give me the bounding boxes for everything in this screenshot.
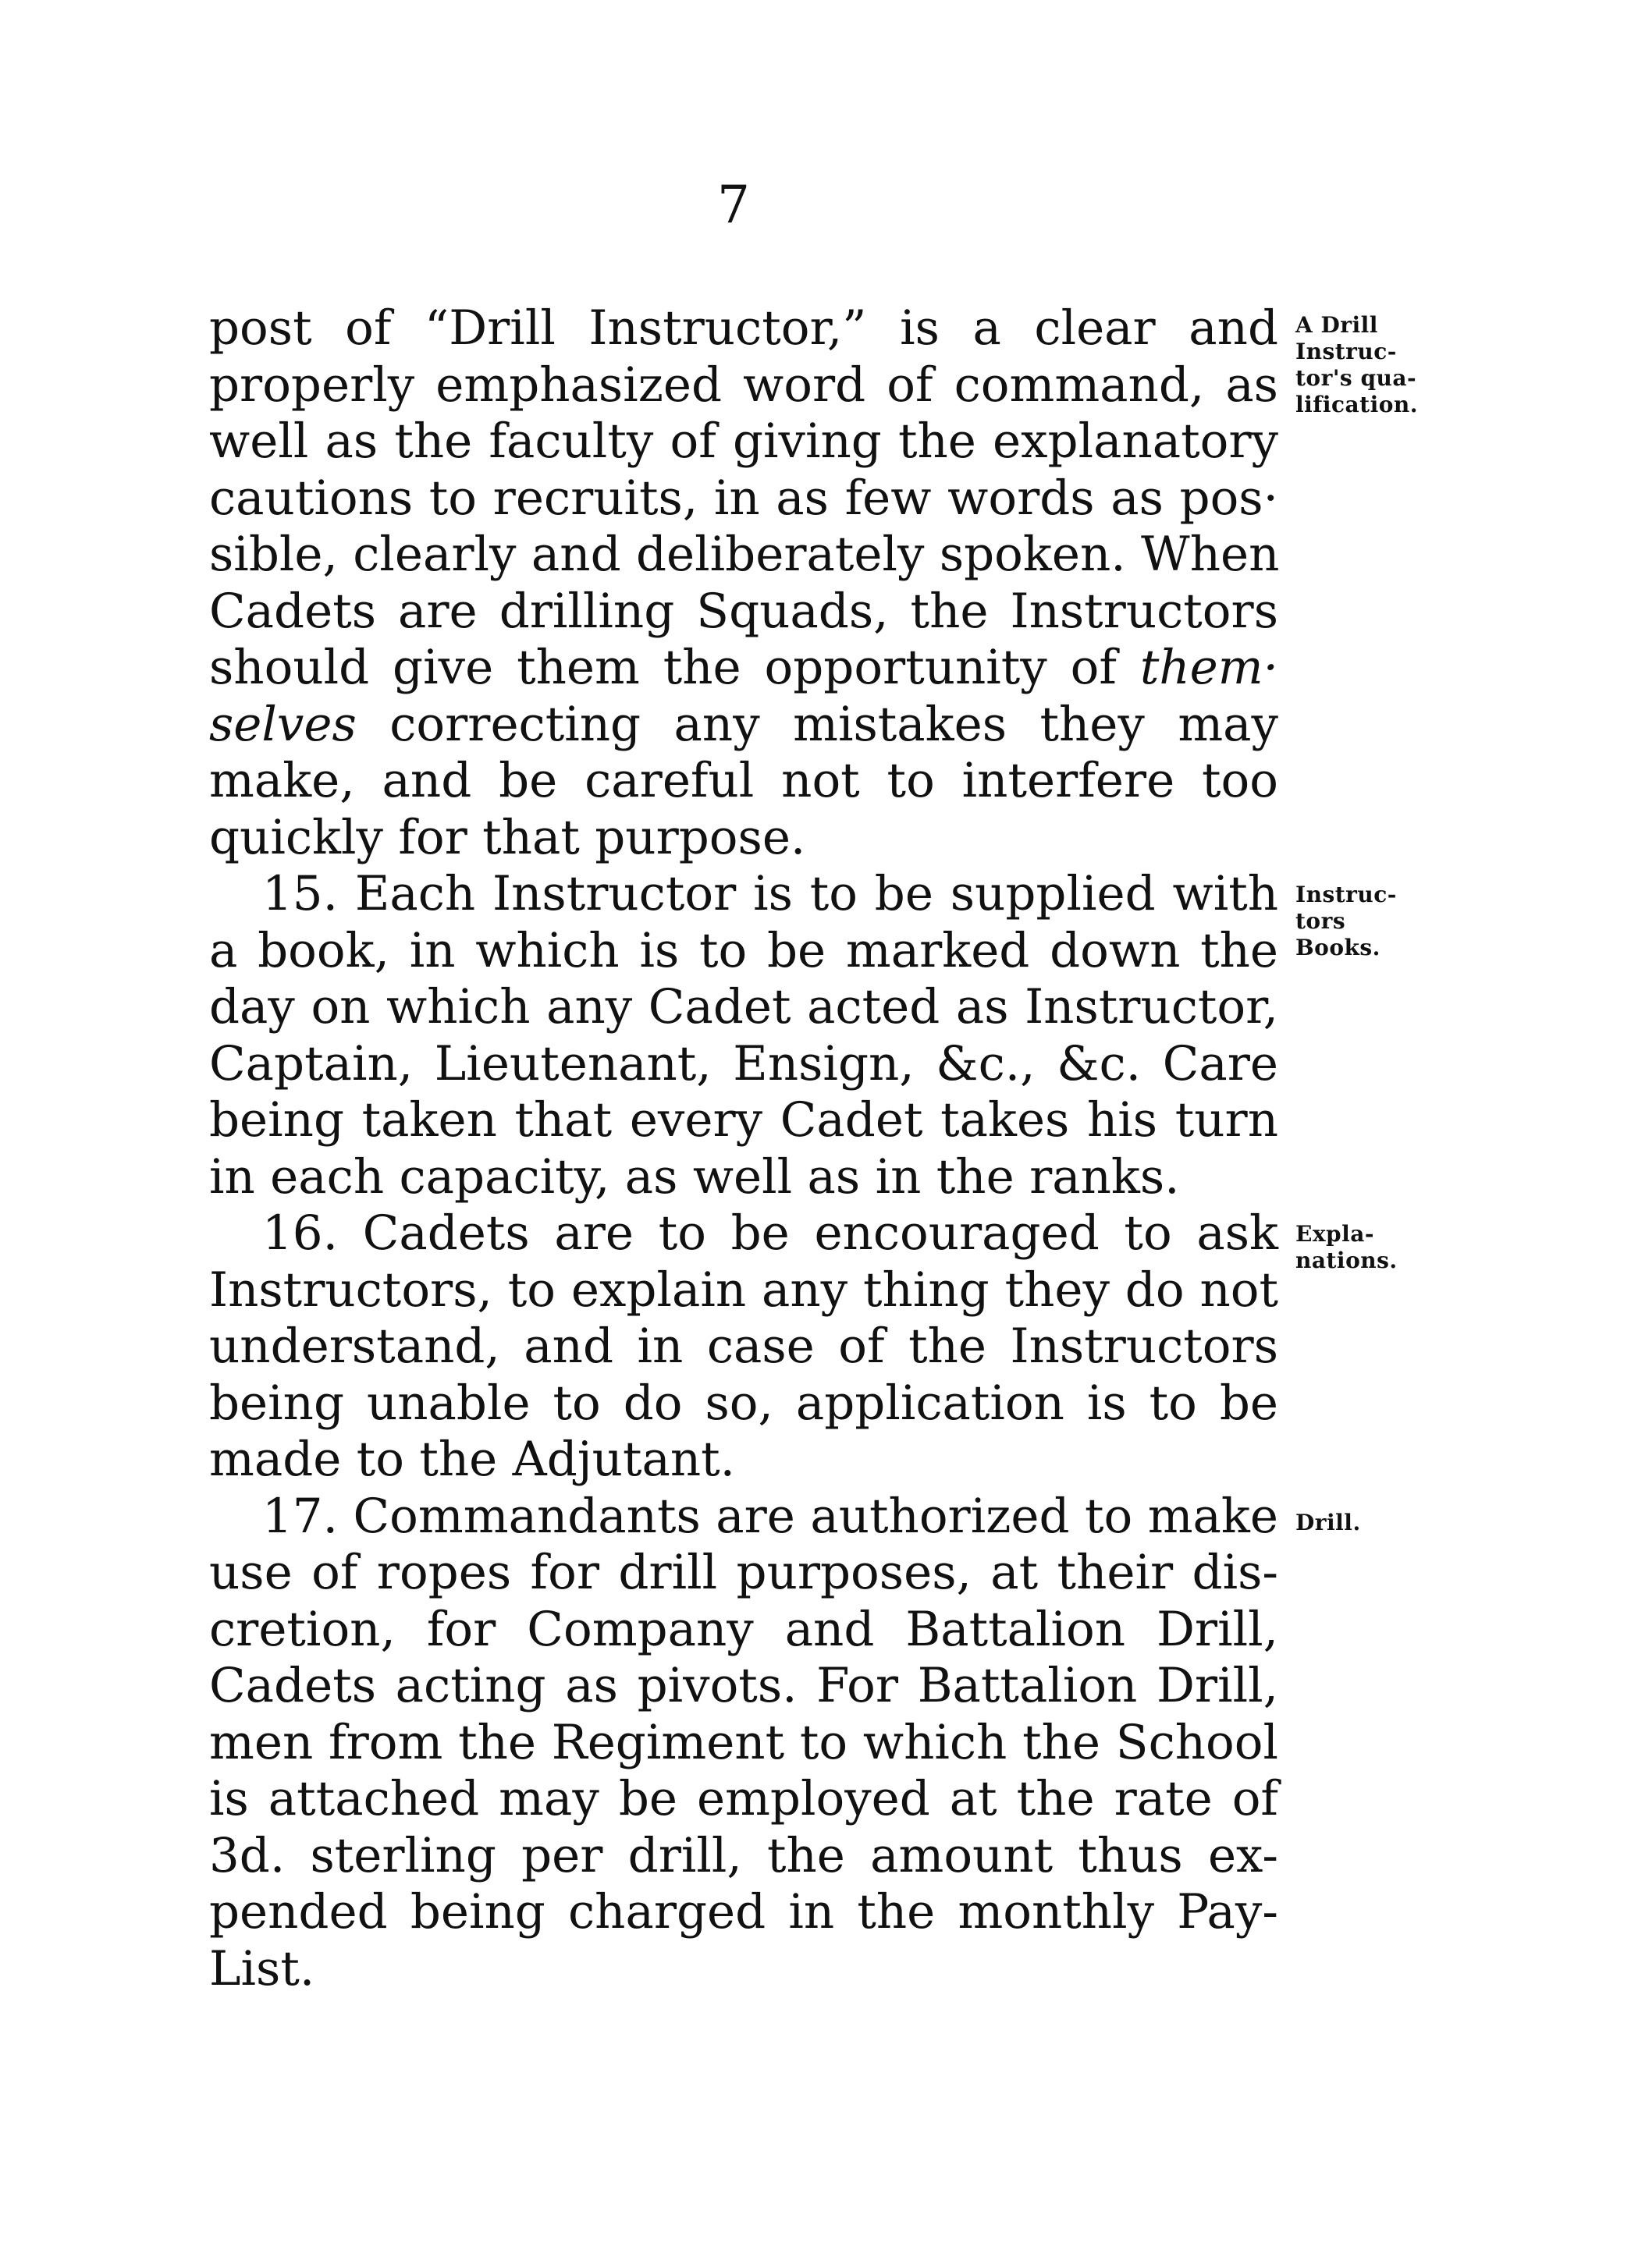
text-line: make, and be careful not to interfere too bbox=[209, 753, 1278, 808]
text-line: Cadets acting as pivots. For Battalion Drill, bbox=[209, 1658, 1278, 1713]
side-note-line: Drill. bbox=[1295, 1510, 1361, 1535]
text-line: Instructors, to explain any thing they do not bbox=[209, 1262, 1278, 1318]
text-line: in each capacity, as well as in the ranks. bbox=[209, 1148, 1180, 1205]
side-note-explanations bbox=[1295, 1221, 1436, 1274]
text-line: List. bbox=[209, 1940, 315, 1996]
text-line: quickly for that purpose. bbox=[209, 809, 806, 865]
text-line: made to the Adjutant. bbox=[209, 1432, 736, 1487]
text-line: sible, clearly and deliberately spoken. When bbox=[209, 527, 1280, 582]
side-note-line: Instruc- bbox=[1295, 339, 1397, 364]
text-line bbox=[209, 640, 1278, 697]
text-line: cretion, for Company and Battalion Drill, bbox=[209, 1601, 1278, 1657]
text-line: 15. Each Instructor is to be supplied with bbox=[262, 866, 1278, 921]
side-note-qualification bbox=[1295, 312, 1436, 418]
text-line: Captain, Lieutenant, Ensign, &c., &c. Care bbox=[209, 1035, 1278, 1091]
text-line bbox=[209, 697, 1278, 754]
text-line: men from the Regiment to which the School bbox=[209, 1714, 1278, 1770]
side-note-line: Books. bbox=[1295, 935, 1380, 960]
italic-word: selves bbox=[209, 696, 357, 752]
text-line: pended being charged in the monthly Pay- bbox=[209, 1884, 1278, 1940]
side-note-line: Expla- bbox=[1295, 1221, 1375, 1247]
paragraph-14-continuation bbox=[209, 300, 1278, 866]
paragraph-17 bbox=[209, 1489, 1278, 1998]
text-segment: correcting any mistakes they may bbox=[356, 696, 1278, 752]
italic-word: them· bbox=[1139, 640, 1278, 695]
text-segment: should give them the opportunity of bbox=[209, 640, 1140, 695]
text-line: 3d. sterling per drill, the amount thus ex- bbox=[209, 1827, 1278, 1883]
text-line: is attached may be employed at the rate of bbox=[209, 1771, 1278, 1826]
side-note-line: Instruc- bbox=[1295, 882, 1397, 907]
paragraph-15 bbox=[209, 866, 1278, 1205]
text-line: Cadets are drilling Squads, the Instructors bbox=[209, 583, 1278, 639]
text-line: day on which any Cadet acted as Instructor, bbox=[209, 979, 1278, 1035]
text-line: understand, and in case of the Instructors bbox=[209, 1319, 1278, 1374]
text-line: well as the faculty of giving the explanatory bbox=[209, 413, 1278, 469]
text-line: properly emphasized word of command, as bbox=[209, 357, 1278, 413]
text-line: use of ropes for drill purposes, at their dis- bbox=[209, 1545, 1278, 1600]
text-line: post of “Drill Instructor,” is a clear and bbox=[209, 300, 1278, 356]
paragraph-16 bbox=[209, 1205, 1278, 1489]
body-text bbox=[209, 300, 1278, 1997]
text-line: 16. Cadets are to be encouraged to ask bbox=[262, 1205, 1278, 1261]
text-line: being taken that every Cadet takes his turn bbox=[209, 1092, 1278, 1148]
text-line: being unable to do so, application is to be bbox=[209, 1375, 1278, 1431]
side-note-line: tors bbox=[1295, 908, 1346, 934]
side-note-line: A Drill bbox=[1295, 312, 1378, 338]
side-note-books bbox=[1295, 882, 1436, 961]
text-line: 17. Commandants are authorized to make bbox=[262, 1488, 1278, 1544]
side-note-line: lification. bbox=[1295, 392, 1418, 417]
side-note-line: nations. bbox=[1295, 1248, 1398, 1273]
side-note-drill bbox=[1295, 1510, 1436, 1536]
page-number: 7 bbox=[717, 175, 750, 235]
text-line: a book, in which is to be marked down the bbox=[209, 922, 1278, 978]
side-note-line: tor's qua- bbox=[1295, 365, 1417, 391]
text-line: cautions to recruits, in as few words as pos· bbox=[209, 470, 1278, 526]
